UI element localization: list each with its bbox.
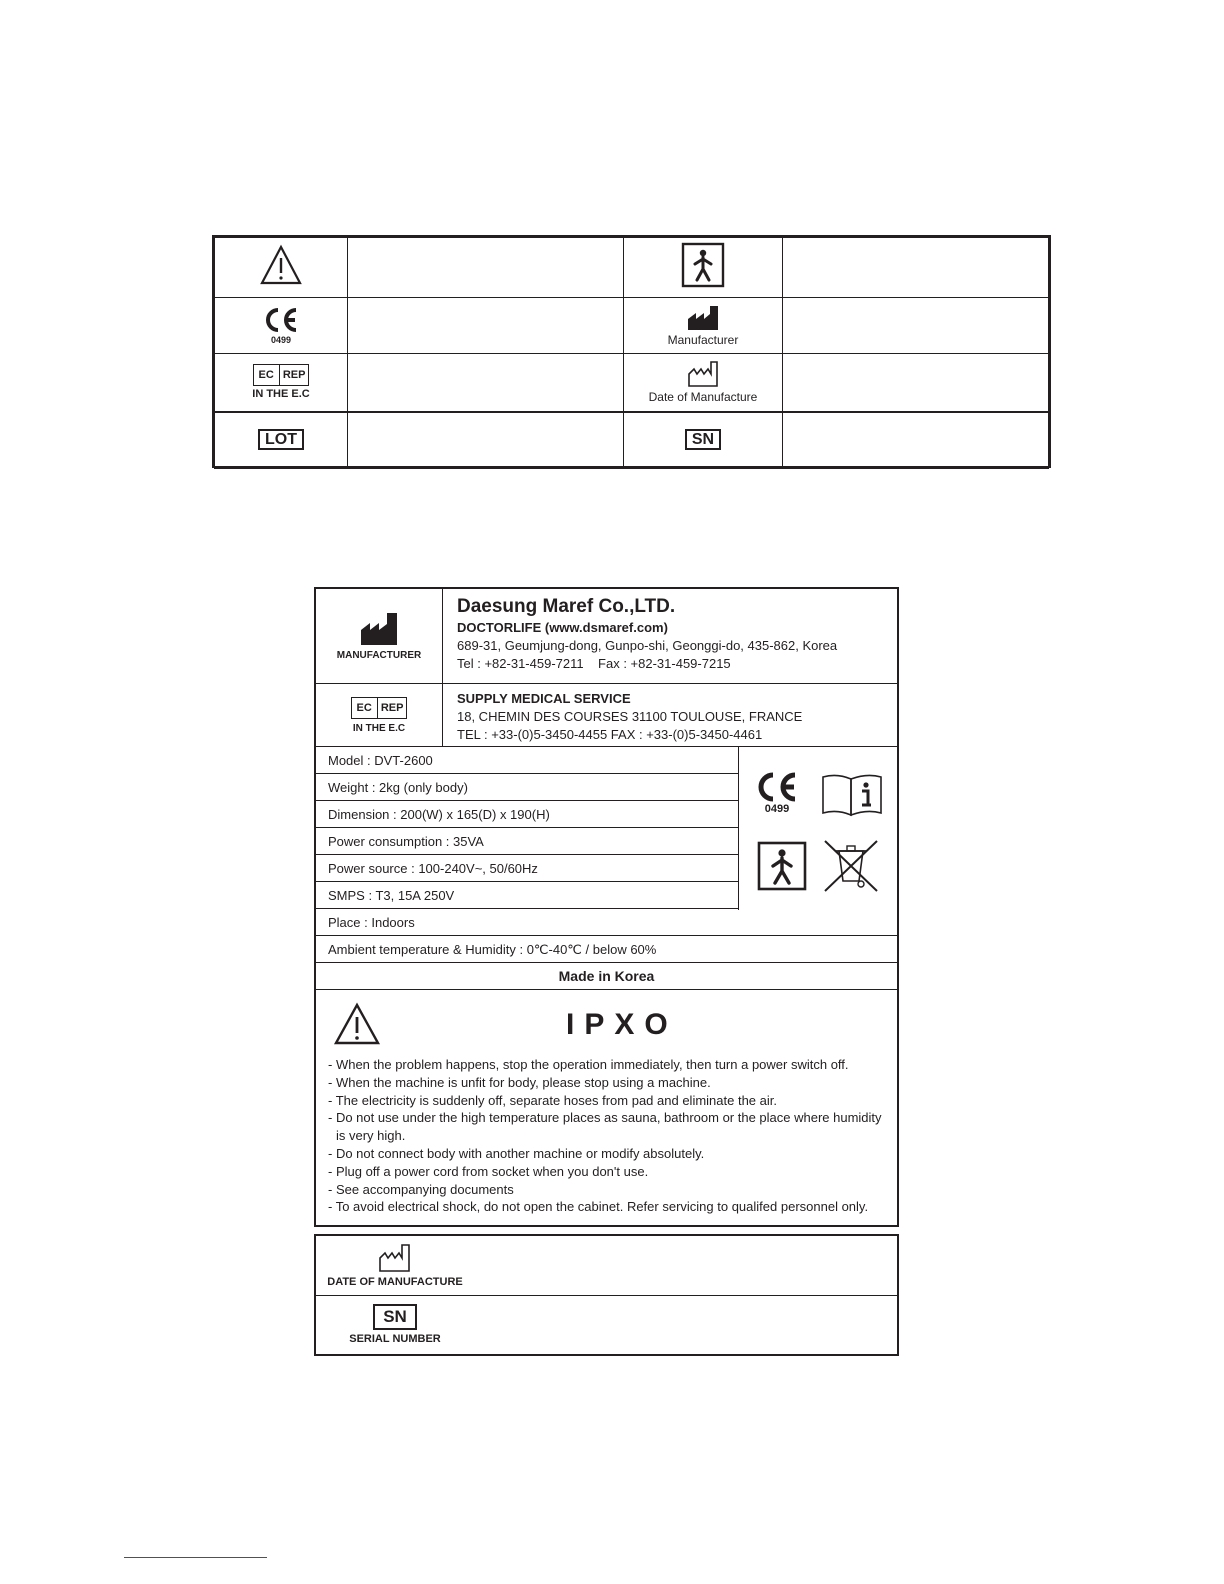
company-name: Daesung Maref Co.,LTD. bbox=[457, 596, 676, 617]
symbol-cell-warning bbox=[215, 238, 348, 298]
warning-list bbox=[328, 1056, 893, 1216]
ip-rating: IPXO bbox=[566, 1008, 678, 1041]
lot-icon: LOT bbox=[258, 429, 304, 450]
date-caption: DATE OF MANUFACTURE bbox=[327, 1276, 463, 1288]
symbol-cell-sn bbox=[624, 412, 783, 469]
ce-number: 0499 bbox=[270, 334, 292, 345]
rep-name: SUPPLY MEDICAL SERVICE bbox=[457, 691, 631, 706]
description-cell bbox=[348, 354, 624, 412]
rep-text: REP bbox=[380, 701, 404, 714]
spec-smps: SMPS : T3, 15A 250V bbox=[316, 882, 738, 909]
manufacturer-caption: Manufacturer bbox=[667, 332, 739, 347]
spec-dimension: Dimension : 200(W) x 165(D) x 190(H) bbox=[316, 801, 738, 828]
spec-power-source: Power source : 100-240V~, 50/60Hz bbox=[316, 855, 738, 882]
symbol-cell-date bbox=[624, 354, 783, 412]
manufacturer-info bbox=[457, 589, 893, 673]
ce-mark-icon bbox=[263, 307, 299, 333]
ec-rep-row bbox=[316, 684, 897, 747]
ce-mark-icon bbox=[755, 771, 799, 803]
description-cell bbox=[348, 412, 624, 469]
symbol-cell-ecrep bbox=[215, 354, 348, 412]
ec-text: EC bbox=[352, 698, 378, 718]
date-of-manufacture-cell bbox=[316, 1236, 474, 1295]
symbol-table bbox=[212, 235, 1051, 468]
spec-weight: Weight : 2kg (only body) bbox=[316, 774, 738, 801]
serial-number-cell bbox=[316, 1295, 474, 1354]
ecrep-caption: IN THE E.C bbox=[352, 722, 406, 734]
warning-triangle-icon bbox=[333, 1002, 381, 1046]
date-row bbox=[316, 1236, 897, 1296]
rep-tel: TEL : +33-(0)5-3450-4455 FAX : +33-(0)5-3450-4461 bbox=[457, 727, 763, 742]
date-serial-box bbox=[314, 1234, 899, 1356]
warning-item: - To avoid electrical shock, do not open the cabinet. Refer servicing to qualifed personnel only. bbox=[328, 1199, 869, 1215]
warning-section bbox=[316, 990, 897, 1225]
warning-triangle-icon bbox=[259, 244, 303, 286]
spec-model: Model : DVT-2600 bbox=[316, 747, 738, 774]
symbol-cell-ce bbox=[215, 298, 348, 354]
warning-item: - See accompanying documents bbox=[328, 1181, 514, 1197]
rep-text: REP bbox=[282, 369, 306, 382]
weee-crossed-bin-icon bbox=[823, 839, 879, 893]
serial-number-icon: SN bbox=[685, 429, 721, 450]
ec-rep-icon bbox=[253, 364, 310, 386]
description-cell bbox=[783, 412, 1049, 469]
ec-rep-icon-cell bbox=[316, 684, 443, 746]
description-cell bbox=[348, 298, 624, 354]
rep-address: 18, CHEMIN DES COURSES 31100 TOULOUSE, FRANCE bbox=[457, 709, 803, 724]
product-label bbox=[314, 587, 899, 1227]
symbol-cell-lot bbox=[215, 412, 348, 469]
spec-ambient: Ambient temperature & Humidity : 0℃-40℃ / below 60% bbox=[316, 936, 897, 963]
serial-caption: SERIAL NUMBER bbox=[349, 1333, 441, 1345]
ec-text: EC bbox=[254, 365, 280, 385]
warning-item: - The electricity is suddenly off, separate hoses from pad and eliminate the air. bbox=[328, 1092, 777, 1108]
type-bf-body-icon bbox=[757, 841, 807, 891]
made-in-korea: Made in Korea bbox=[316, 963, 897, 990]
warning-item: - Plug off a power cord from socket when you don't use. bbox=[328, 1163, 649, 1179]
description-cell bbox=[783, 298, 1049, 354]
footnote-rule bbox=[124, 1557, 267, 1558]
description-cell bbox=[783, 354, 1049, 412]
manufacturer-factory-icon bbox=[360, 612, 398, 646]
symbol-cell-manufacturer bbox=[624, 298, 783, 354]
date-of-manufacture-icon bbox=[687, 360, 719, 388]
spec-place: Place : Indoors bbox=[316, 909, 897, 936]
spec-power-consumption: Power consumption : 35VA bbox=[316, 828, 738, 855]
ce-number: 0499 bbox=[764, 803, 790, 815]
ce-mark-group bbox=[755, 771, 799, 815]
manufacturer-factory-icon bbox=[687, 305, 719, 331]
ecrep-caption: IN THE E.C bbox=[252, 388, 310, 401]
type-bf-body-icon bbox=[681, 242, 725, 288]
warning-item: - When the problem happens, stop the operation immediately, then turn a power switch off. bbox=[328, 1057, 849, 1072]
warning-item: - Do not connect body with another machine or modify absolutely. bbox=[328, 1145, 705, 1161]
description-cell bbox=[348, 238, 624, 298]
date-of-manufacture-icon bbox=[378, 1243, 412, 1273]
manufacturer-icon-cell bbox=[316, 589, 443, 683]
tel-line: Tel : +82-31-459-7211 Fax : +82-31-459-7215 bbox=[457, 656, 731, 671]
ec-rep-info bbox=[457, 690, 893, 744]
manufacturer-caption: MANUFACTURER bbox=[336, 649, 422, 661]
serial-row bbox=[316, 1295, 897, 1354]
warning-item: - Do not use under the high temperature places as sauna, bathroom or the place where humidity is very high. bbox=[328, 1110, 882, 1144]
manufacturer-row bbox=[316, 589, 897, 684]
brand-line: DOCTORLIFE (www.dsmaref.com) bbox=[457, 620, 668, 635]
ec-rep-icon bbox=[351, 697, 408, 719]
address-line: 689-31, Geumjung-dong, Gunpo-shi, Geonggi-do, 435-862, Korea bbox=[457, 638, 838, 653]
date-caption: Date of Manufacture bbox=[648, 390, 758, 405]
instructions-book-icon bbox=[821, 771, 883, 817]
warning-item: - When the machine is unfit for body, please stop using a machine. bbox=[328, 1074, 711, 1090]
serial-number-icon: SN bbox=[373, 1304, 417, 1330]
label-symbols bbox=[738, 747, 897, 910]
description-cell bbox=[783, 238, 1049, 298]
symbol-cell-type-bf bbox=[624, 238, 783, 298]
